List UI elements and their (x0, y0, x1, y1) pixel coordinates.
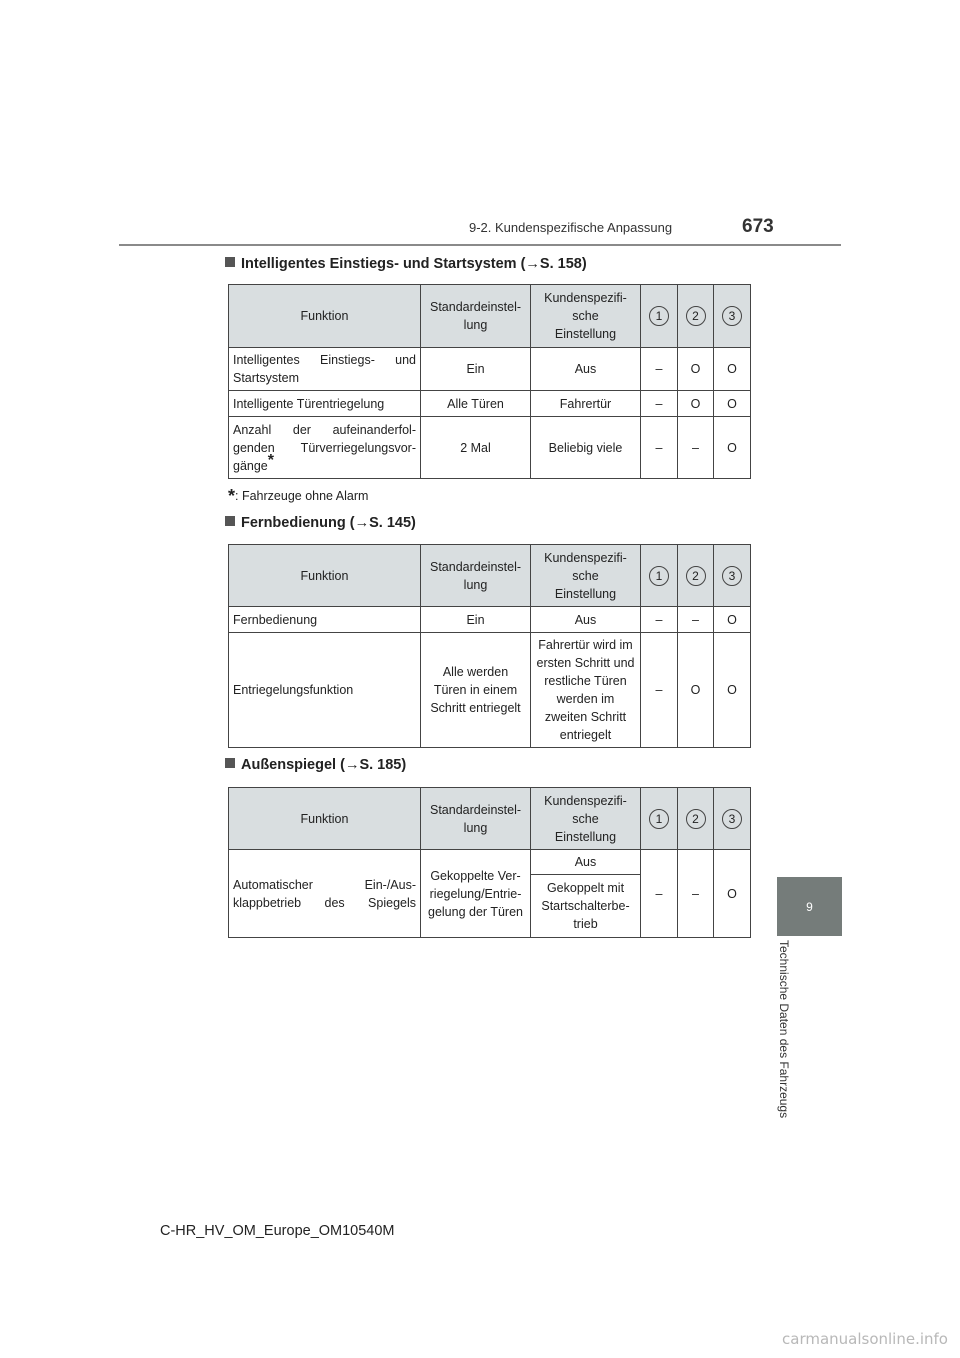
footnote-marker: * (267, 451, 274, 469)
footnote-star: * (228, 486, 236, 506)
cell-col2: O (678, 348, 714, 391)
section-page-ref[interactable]: S. 158) (539, 256, 587, 272)
col-header-standard: Standardeinstel- lung (421, 545, 531, 607)
cell-col1: – (641, 391, 678, 417)
circle-2-icon: 2 (686, 809, 706, 829)
footnote-text: : Fahrzeuge ohne Alarm (235, 489, 369, 503)
cell-col2: – (678, 607, 714, 633)
table-row (229, 391, 751, 417)
cell-kunden: Aus (531, 348, 641, 391)
cell-col2: – (678, 417, 714, 479)
arrow-icon: → (354, 515, 370, 531)
cell-funktion: Intelligente Türentriegelung (229, 391, 421, 417)
bullet-square-icon (225, 758, 235, 768)
cell-col3: O (714, 417, 751, 479)
cell-col3: O (714, 391, 751, 417)
table-row (229, 607, 751, 633)
col-header-1 (641, 285, 678, 348)
table-row (229, 348, 751, 391)
section-page-ref[interactable]: S. 145) (369, 515, 416, 531)
section-title: Intelligentes Einstiegs- und Startsystem ( (241, 256, 526, 272)
watermark: carmanualsonline.info (782, 1330, 948, 1348)
settings-table-smart-entry (228, 284, 751, 479)
cell-col3: O (714, 348, 751, 391)
arrow-icon: → (525, 256, 540, 272)
cell-funktion: Intelligentes Einstiegs- und Startsystem (229, 348, 421, 391)
cell-kunden: Fahrertür wird im ersten Schritt und restliche Türen werden im zweiten Schritt entriegelt (531, 633, 641, 748)
cell-col2: O (678, 391, 714, 417)
cell-col1: – (641, 850, 678, 938)
cell-funktion: Automatischer Ein-/Aus-klappbetrieb des Spiegels (229, 850, 421, 938)
cell-standard: Ein (421, 607, 531, 633)
cell-kunden: Aus (531, 607, 641, 633)
section-heading-mirrors (225, 757, 406, 773)
page-number: 673 (742, 216, 774, 237)
col-header-3 (714, 285, 751, 348)
running-header-section: 9-2. Kundenspezifische Anpassung (469, 220, 673, 235)
cell-standard: Alle Türen (421, 391, 531, 417)
cell-kunden-option-b: Gekoppelt mit Startschalterbe-trieb (531, 875, 641, 938)
col-header-1 (641, 545, 678, 607)
cell-funktion: Entriegelungsfunktion (229, 633, 421, 748)
col-header-standard: Standardeinstel- lung (421, 788, 531, 850)
col-header-3 (714, 545, 751, 607)
section-title: Fernbedienung ( (241, 515, 355, 531)
settings-table-mirrors (228, 787, 751, 938)
table-header-row (229, 285, 751, 348)
col-header-standard: Standardeinstel- lung (421, 285, 531, 348)
cell-kunden: Beliebig viele (531, 417, 641, 479)
section-title: Außenspiegel ( (241, 757, 345, 773)
header-divider (119, 244, 841, 246)
arrow-icon: → (344, 757, 360, 773)
circle-3-icon: 3 (722, 306, 742, 326)
circle-1-icon: 1 (649, 809, 669, 829)
cell-col1: – (641, 348, 678, 391)
table-row (229, 850, 751, 875)
circle-3-icon: 3 (722, 809, 742, 829)
settings-table-remote (228, 544, 751, 748)
cell-col1: – (641, 607, 678, 633)
cell-col1: – (641, 633, 678, 748)
cell-col3: O (714, 607, 751, 633)
cell-funktion (229, 417, 421, 479)
chapter-tab (777, 877, 842, 936)
table-row (229, 417, 751, 479)
circle-2-icon: 2 (686, 306, 706, 326)
circle-2-icon: 2 (686, 566, 706, 586)
cell-col1: – (641, 417, 678, 479)
cell-standard: 2 Mal (421, 417, 531, 479)
cell-kunden-option-a: Aus (531, 850, 641, 875)
bullet-square-icon (225, 516, 235, 526)
col-header-funktion: Funktion (229, 285, 421, 348)
chapter-title-vertical (779, 940, 811, 1140)
col-header-funktion: Funktion (229, 788, 421, 850)
cell-col2: – (678, 850, 714, 938)
chapter-number: 9 (806, 899, 813, 914)
section-heading-smart-entry (225, 256, 587, 272)
chapter-title: Technische Daten des Fahrzeugs (777, 940, 791, 1119)
circle-1-icon: 1 (649, 566, 669, 586)
circle-3-icon: 3 (722, 566, 742, 586)
cell-col3: O (714, 633, 751, 748)
cell-col2: O (678, 633, 714, 748)
footnote (228, 486, 368, 507)
cell-standard: Alle werden Türen in einem Schritt entriegelt (421, 633, 531, 748)
col-header-funktion: Funktion (229, 545, 421, 607)
col-header-2 (678, 545, 714, 607)
circle-1-icon: 1 (649, 306, 669, 326)
cell-col3: O (714, 850, 751, 938)
cell-standard: Ein (421, 348, 531, 391)
bullet-square-icon (225, 257, 235, 267)
cell-funktion-text: Anzahl der aufeinanderfol-genden Türverriegelungsvor-gänge (233, 422, 416, 473)
table-header-row (229, 545, 751, 607)
col-header-1 (641, 788, 678, 850)
col-header-2 (678, 788, 714, 850)
cell-kunden: Fahrertür (531, 391, 641, 417)
col-header-kunden: Kundenspezifi- sche Einstellung (531, 545, 641, 607)
table-header-row (229, 788, 751, 850)
table-row (229, 633, 751, 748)
col-header-2 (678, 285, 714, 348)
col-header-kunden: Kundenspezifi- sche Einstellung (531, 788, 641, 850)
section-heading-remote (225, 515, 416, 531)
cell-standard: Gekoppelte Ver-riegelung/Entrie-gelung der Türen (421, 850, 531, 938)
section-page-ref[interactable]: S. 185) (359, 757, 407, 773)
col-header-kunden: Kundenspezifi- sche Einstellung (531, 285, 641, 348)
cell-funktion: Fernbedienung (229, 607, 421, 633)
col-header-3 (714, 788, 751, 850)
document-code: C-HR_HV_OM_Europe_OM10540M (160, 1223, 395, 1239)
